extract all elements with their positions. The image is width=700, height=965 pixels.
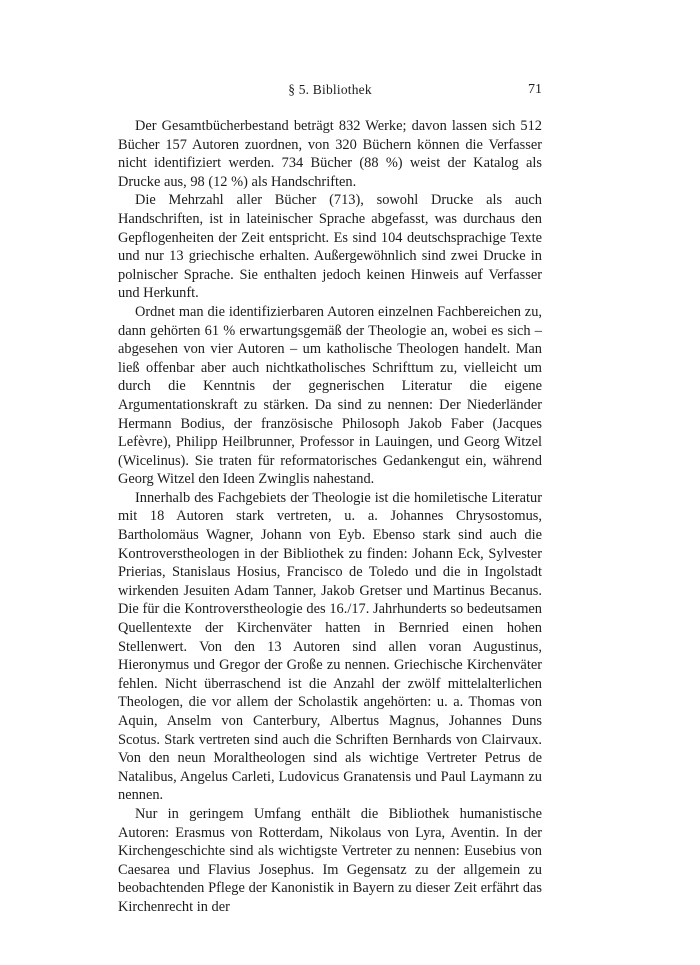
paragraph-humanist-authors: Nur in geringem Umfang enthält die Bibliothek humanistische Autoren: Erasmus von Rotterdam, Nikolaus von Lyra, Aventin. In der Kirchengeschichte sind als wichtigste Vertreter zu nennen: Eusebius von Caesarea und Flavius Josephus. Im Gegensatz zu der allgemein zu beobachtenden Pflege der Kanonistik in Bayern zu dieser Zeit erfährt das Kirchenrecht in der bbox=[118, 805, 542, 915]
page-header bbox=[118, 82, 542, 104]
paragraph-theology-fields: Innerhalb des Fachgebiets der Theologie ist die homiletische Literatur mit 18 Autoren stark vertreten, u. a. Johannes Chrysostomus, Bartholomäus Wagner, Johann von Eyb. Ebenso stark sind auch die Kontroverstheologen in der Bibliothek zu finden: Johann Eck, Sylvester Prierias, Stanislaus Hosius, Francisco de Toledo und die in Ingolstadt wirkenden Jesuiten Adam Tanner, Jakob Gretser und Martinus Becanus. Die für die Kontroverstheologie des 16./17. Jahrhunderts so bedeutsamen Quellentexte der Kirchenväter hatten in Bernried einen hohen Stellenwert. Von den 13 Autoren sind allen voran Augustinus, Hieronymus und Gregor der Große zu nennen. Griechische Kirchenväter fehlen. Nicht überraschend ist die Anzahl der zwölf mittelalterlichen Theologen, die vor allem der Scholastik angehörten: u. a. Thomas von Aquin, Anselm von Canterbury, Albertus Magnus, Johannes Duns Scotus. Stark vertreten sind auch die Schriften Bernhards von Clairvaux. Von den neun Moraltheologen sind als wichtige Vertreter Petrus de Natalibus, Angelus Carleti, Ludovicus Granatensis und Paul Laymann zu nennen. bbox=[118, 489, 542, 804]
page-number: 71 bbox=[528, 82, 542, 97]
paragraph-book-inventory: Der Gesamtbücherbestand beträgt 832 Werke; davon lassen sich 512 Bücher 157 Autoren zuordnen, von 320 Büchern können die Verfasser nicht identifiziert werden. 734 Bücher (88 %) weist der Katalog als Drucke aus, 98 (12 %) als Handschriften. bbox=[118, 118, 542, 190]
body-text bbox=[118, 117, 542, 917]
paragraph-languages: Die Mehrzahl aller Bücher (713), sowohl Drucke als auch Handschriften, ist in lateinischer Sprache abgefasst, was durchaus den Gepflogenheiten der Zeit entspricht. Es sind 104 deutschsprachige Texte und nur 13 griechische erhalten. Außergewöhnlich sind zwei Drucke in polnischer Sprache. Sie enthalten jedoch keinen Hinweis auf Verfasser und Herkunft. bbox=[118, 192, 542, 302]
paragraph-theology-authors: Ordnet man die identifizierbaren Autoren einzelnen Fachbereichen zu, dann gehörten 61 % erwartungsgemäß der Theologie an, wobei es sich – abgesehen von vier Autoren – um katholische Theologen handelt. Man ließ offenbar aber auch nichtkatholisches Schrifttum zu, vielleicht um durch die Kenntnis der gegnerischen Literatur die eigene Argumentationskraft zu stärken. Da sind zu nennen: Der Niederländer Hermann Bodius, der französische Philosoph Jakob Faber (Jacques Lefèvre), Philipp Heilbrunner, Professor in Lauingen, und Georg Witzel (Wicelinus). Sie traten für reformatorisches Gedankengut ein, während Georg Witzel den Ideen Zwinglis nahestand. bbox=[118, 303, 542, 488]
running-head: § 5. Bibliothek bbox=[288, 82, 372, 97]
